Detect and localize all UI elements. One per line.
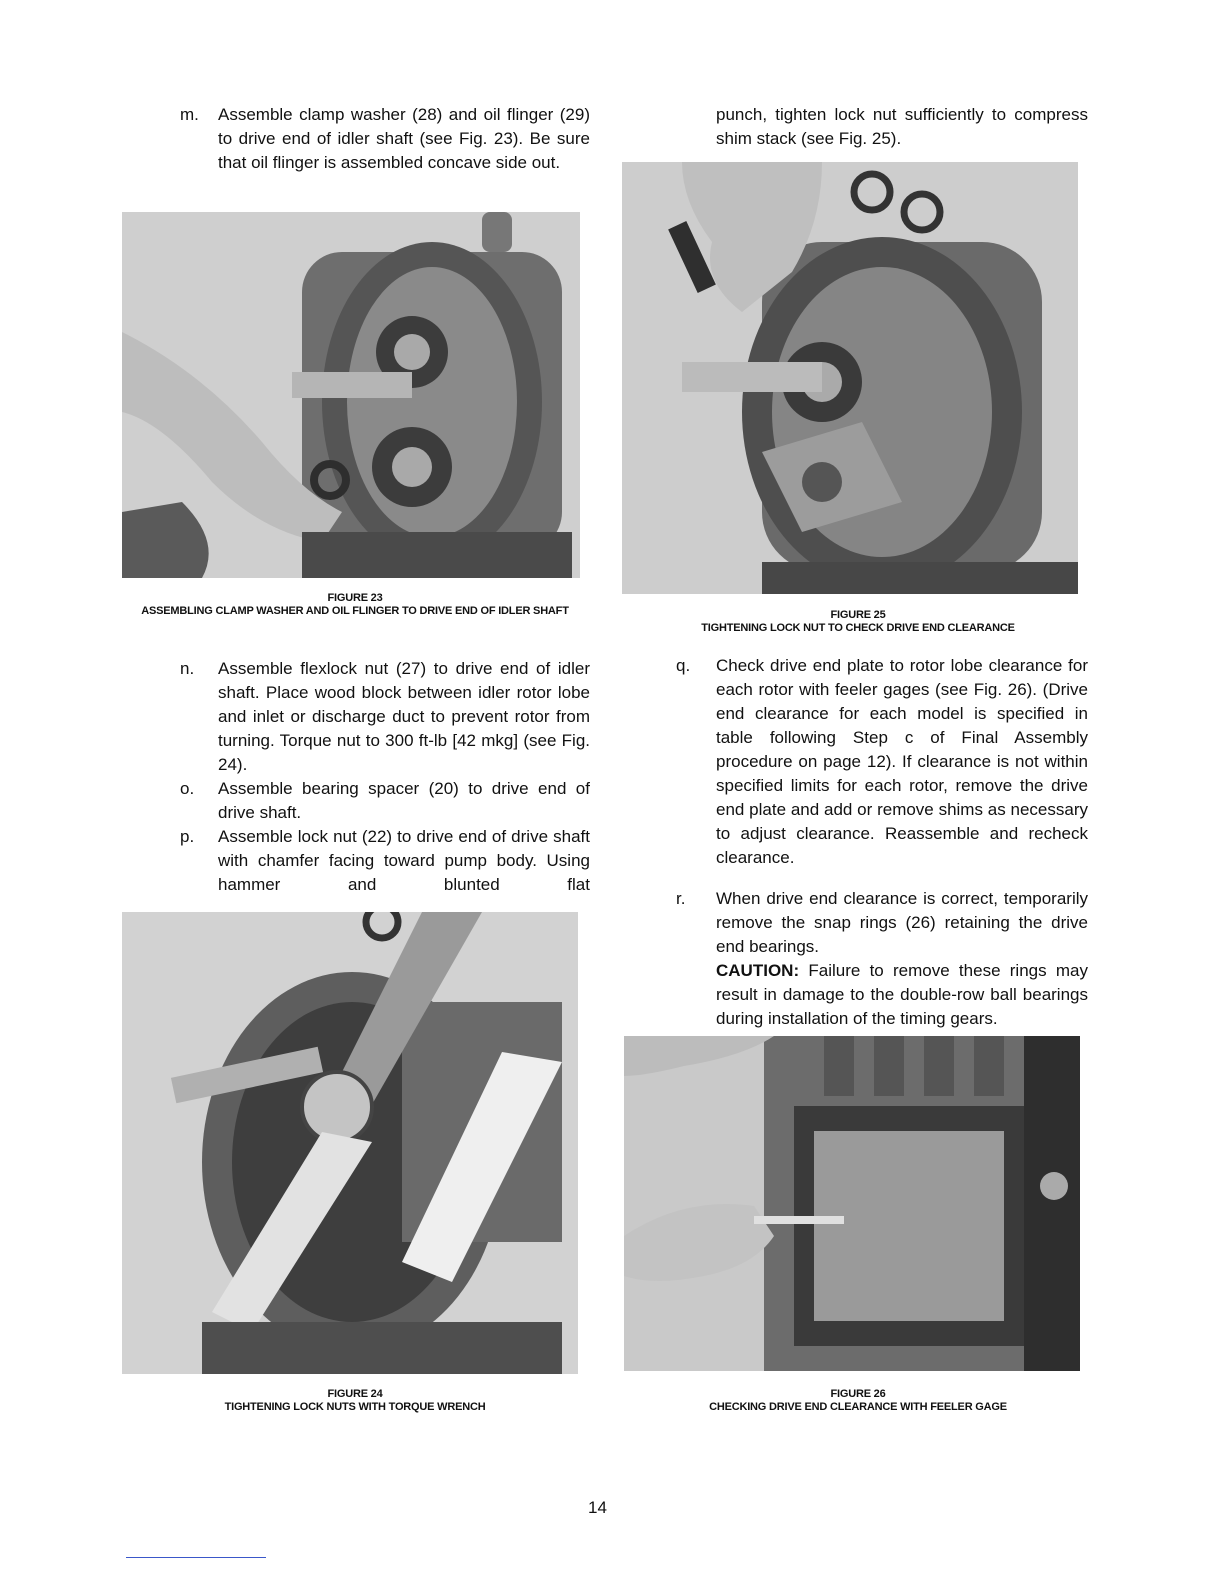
step-text: Assemble bearing spacer (20) to drive end of drive shaft. — [218, 779, 590, 822]
step-text: Assemble lock nut (22) to drive end of drive shaft with chamfer facing toward pump body. Using hammer and blunted flat — [218, 827, 590, 894]
step-letter: q. — [676, 656, 691, 675]
step-text: Assemble clamp washer (28) and oil flinger (29) to drive end of idler shaft (see Fig. 23). Be sure that oil flinger is assembled concave side out. — [218, 105, 590, 172]
step-o — [180, 777, 592, 825]
figure-title: ASSEMBLING CLAMP WASHER AND OIL FLINGER TO DRIVE END OF IDLER SHAFT — [141, 605, 569, 617]
figure-24-photo — [122, 912, 578, 1374]
figure-26-photo — [624, 1036, 1080, 1371]
figure-title: TIGHTENING LOCK NUT TO CHECK DRIVE END CLEARANCE — [701, 622, 1015, 634]
step-letter: o. — [180, 779, 195, 798]
page-number: 14 — [588, 1498, 607, 1517]
step-text: When drive end clearance is correct, temporarily remove the snap rings (26) retaining the drive end bearings. — [716, 889, 1088, 956]
footer-rule — [126, 1557, 266, 1558]
figure-number: FIGURE 23 — [327, 592, 383, 604]
step-letter: r. — [676, 889, 686, 908]
step-q — [676, 654, 1088, 894]
figure-23-caption — [122, 592, 588, 618]
step-n — [180, 657, 592, 777]
figure-title: CHECKING DRIVE END CLEARANCE WITH FEELER GAGE — [709, 1401, 1007, 1413]
step-text: Check drive end plate to rotor lobe clearance for each rotor with feeler gages (see Fig. 26). (Drive end clearance for each model is specified in table following Step c of Final Assembly procedure on page 12). If clearance is not within specified limits for each rotor, remove the drive end plate and add or remove shims as necessary to adjust clearance. Reassemble and recheck clearance. — [716, 656, 1088, 867]
caution-label: CAUTION: — [716, 961, 800, 980]
step-body — [716, 887, 1088, 1031]
step-letter: n. — [180, 659, 195, 678]
step-p-continued: punch, tighten lock nut sufficiently to compress shim stack (see Fig. 25). — [716, 105, 1088, 148]
figure-25-photo — [622, 162, 1078, 594]
step-text: Assemble flexlock nut (27) to drive end of idler shaft. Place wood block between idler rotor lobe and inlet or discharge duct to prevent rotor from turning. Torque nut to 300 ft-lb [42 mkg] (see Fig. 24). — [218, 659, 590, 774]
figure-25-caption — [620, 609, 1096, 635]
step-p — [180, 825, 592, 897]
figure-26-caption — [620, 1388, 1096, 1414]
step-letter: m. — [180, 105, 199, 124]
caution-note — [716, 959, 1088, 1031]
figure-24-caption — [122, 1388, 588, 1414]
figure-number: FIGURE 25 — [830, 609, 886, 621]
figure-number: FIGURE 26 — [830, 1388, 886, 1400]
step-r — [676, 887, 1088, 1027]
step-letter: p. — [180, 827, 195, 846]
step-m — [180, 103, 592, 199]
figure-23-photo — [122, 212, 580, 578]
figure-title: TIGHTENING LOCK NUTS WITH TORQUE WRENCH — [224, 1401, 486, 1413]
figure-number: FIGURE 24 — [327, 1388, 383, 1400]
caution-text: Failure to remove these rings may result in damage to the double-row ball bearings during installation of the timing gears. — [716, 961, 1088, 1028]
